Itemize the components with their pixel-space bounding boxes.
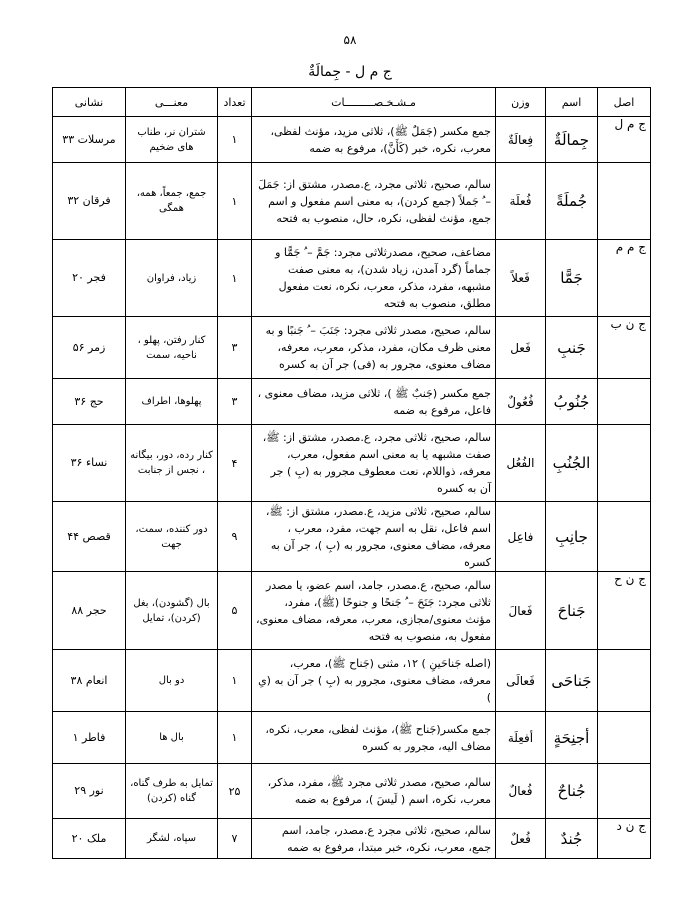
wazn-cell: أفعِلَة — [496, 712, 546, 764]
root-cell: ج م ل — [598, 117, 651, 163]
word-cell: أجنِحَةٍ — [546, 712, 598, 764]
table-row — [53, 317, 651, 379]
address-cell: قصص ۴۴ — [53, 502, 126, 572]
count-cell: ۳ — [218, 317, 252, 379]
meaning-cell: تمایل به طرف گناه، گناه (کردن) — [126, 764, 218, 819]
table-row — [53, 712, 651, 764]
address-cell: ملک ۲۰ — [53, 819, 126, 859]
count-cell: ۷ — [218, 819, 252, 859]
word-cell: الجُنُبِ — [546, 425, 598, 502]
meaning-cell: شتران نر، طناب های ضخیم — [126, 117, 218, 163]
wazn-cell: فَعالَی — [496, 650, 546, 712]
root-cell — [598, 425, 651, 502]
count-cell: ۲۵ — [218, 764, 252, 819]
count-cell: ۱ — [218, 163, 252, 240]
count-cell: ۳ — [218, 379, 252, 425]
spec-cell: سالم، صحیح، ثلاثی مجرد، ع.مصدر، مشتق از: ﷺ، صفت مشبهه یا به معنی اسم مفعول، معرب، معرفه، ذواللام، نعت معطوف مجرور به (بِ ) جر آن به کسره — [252, 425, 496, 502]
spec-cell: سالم، صحیح، مصدر ثلاثی مجرد ﷺ، مفرد، مذکر، معرب، نکره، اسم ( لَیسَ )، مرفوع به ضمه — [252, 764, 496, 819]
spec-cell: جمع مکسر (جَمَلٌ ﷺ)، ثلاثی مزید، مؤنث لفظی، معرب، نکره، خبر (كَأَنَّ)، مرفوع به ضمه — [252, 117, 496, 163]
word-cell: جُناحٌ — [546, 764, 598, 819]
wazn-cell: فاعِل — [496, 502, 546, 572]
root-cell — [598, 764, 651, 819]
count-cell: ۱ — [218, 240, 252, 317]
table-row — [53, 502, 651, 572]
count-cell: ۹ — [218, 502, 252, 572]
wazn-cell: فَعل — [496, 317, 546, 379]
header-meaning: معنـــی — [126, 88, 218, 117]
wazn-cell: فُعلٌ — [496, 819, 546, 859]
wazn-cell: فُعُولٌ — [496, 379, 546, 425]
table-row — [53, 240, 651, 317]
spec-cell: مضاعف، صحیح، مصدرثلاثی مجرد: جَمَّ – ُ جَمًّا و جماماً (گرد آمدن، زیاد شدن)، به معنی صفت مشبهه، مفرد، مذکر، معرب، نکره، نعت مفعول مطلق، منصوب به فتحه — [252, 240, 496, 317]
root-cell: ج ن ح — [598, 572, 651, 650]
meaning-cell: بال (گشودن)، بغل (کردن)، تمایل — [126, 572, 218, 650]
table-row — [53, 764, 651, 819]
count-cell: ۱ — [218, 650, 252, 712]
meaning-cell: بال ها — [126, 712, 218, 764]
address-cell: حجر ۸۸ — [53, 572, 126, 650]
spec-cell: سالم، صحیح، ع.مصدر، جامد، اسم عضو، یا مصدر ثلاثی مجرد: جَنَحَ – ُ جَنحًا و جنوحًا (ﷺ)، مفرد، مؤنث معنوی/مجازی، معرب، معرفه، مضاف معنوی، مفعول به، منصوب به فتحه — [252, 572, 496, 650]
root-cell: ج ن د — [598, 819, 651, 859]
page-title: ج م ل - جِمالَةٌ — [308, 64, 392, 80]
wazn-cell: الفُعُل — [496, 425, 546, 502]
word-cell: جُنُوبُ — [546, 379, 598, 425]
root-cell — [598, 379, 651, 425]
address-cell: انعام ۳۸ — [53, 650, 126, 712]
address-cell: فجر ۲۰ — [53, 240, 126, 317]
spec-cell: سالم، صحیح، ثلاثی مجرد، ع.مصدر، مشتق از: جَمَلَ – ُ جَملاً (جمع کردن)، به معنی اسم مفعول و اسم جمع، مؤنث لفظی، نکره، حال، منصوب به فتحه — [252, 163, 496, 240]
wazn-cell: فُعالٌ — [496, 764, 546, 819]
root-cell — [598, 502, 651, 572]
table-row — [53, 819, 651, 859]
table-row — [53, 117, 651, 163]
address-cell: فرقان ۳۲ — [53, 163, 126, 240]
header-root: اصل — [598, 88, 651, 117]
table-row — [53, 572, 651, 650]
table-row — [53, 163, 651, 240]
address-cell: فاطر ۱ — [53, 712, 126, 764]
address-cell: نور ۲۹ — [53, 764, 126, 819]
root-cell: ج م م — [598, 240, 651, 317]
count-cell: ۱ — [218, 117, 252, 163]
word-cell: جَنبِ — [546, 317, 598, 379]
word-cell: جُملَةً — [546, 163, 598, 240]
wazn-cell: فَعالَ — [496, 572, 546, 650]
page-number: ۵۸ — [343, 33, 357, 47]
meaning-cell: پهلوها، اطراف — [126, 379, 218, 425]
root-cell — [598, 163, 651, 240]
spec-cell: سالم، صحیح، ثلاثی مجرد ع.مصدر، جامد، اسم جمع، معرب، نکره، خبر مبتدا، مرفوع به ضمه — [252, 819, 496, 859]
count-cell: ۴ — [218, 425, 252, 502]
wazn-cell: فِعالَةٌ — [496, 117, 546, 163]
meaning-cell: دور کننده، سمت، جهت — [126, 502, 218, 572]
address-cell: حج ۳۶ — [53, 379, 126, 425]
meaning-cell: جمع، جمعاً، همه، همگی — [126, 163, 218, 240]
meaning-cell: سپاه، لشگر — [126, 819, 218, 859]
spec-cell: سالم، صحیح، ثلاثی مزید، ع.مصدر، مشتق از: ﷺ، اسم فاعل، نقل به اسم جهت، مفرد، معرب ، معرفه، مضاف معنوی، مجرور به (بِ )، جر آن به کسره — [252, 502, 496, 572]
dictionary-table — [52, 87, 651, 859]
meaning-cell: کنار رده، دور، بیگانه ، نجس از جنابت — [126, 425, 218, 502]
root-cell — [598, 650, 651, 712]
table-row — [53, 650, 651, 712]
header-spec: مـشـخـصـــــــــات — [252, 88, 496, 117]
header-word: اسم — [546, 88, 598, 117]
meaning-cell: کنار رفتن، پهلو ، ناحیه، سمت — [126, 317, 218, 379]
word-cell: جَناحَ — [546, 572, 598, 650]
spec-cell: جمع مکسر(جَناح ﷺ)، مؤنث لفظی، معرب، نکره، مضاف الیه، مجرور به کسره — [252, 712, 496, 764]
address-cell: زمر ۵۶ — [53, 317, 126, 379]
root-cell — [598, 712, 651, 764]
count-cell: ۵ — [218, 572, 252, 650]
spec-cell: سالم، صحیح، مصدر ثلاثی مجرد: جَنَبَ – ُ جَنبًا و به معنی ظرف مکان، مفرد، مذکر، معرب، معرفه، مضاف معنوی، مجرور به (فی) جر آن به کسره — [252, 317, 496, 379]
wazn-cell: فُعلَة — [496, 163, 546, 240]
word-cell: جِمالَةٌ — [546, 117, 598, 163]
word-cell: جُندٌ — [546, 819, 598, 859]
header-address: نشانی — [53, 88, 126, 117]
meaning-cell: زیاد، فراوان — [126, 240, 218, 317]
root-cell: ج ن ب — [598, 317, 651, 379]
table-row — [53, 379, 651, 425]
word-cell: جانِبِ — [546, 502, 598, 572]
table-row — [53, 425, 651, 502]
address-cell: نساء ۳۶ — [53, 425, 126, 502]
count-cell: ۱ — [218, 712, 252, 764]
spec-cell: جمع مکسر (جَنبٌ ﷺ )، ثلاثی مزید، مضاف معنوی ، فاعل، مرفوع به ضمه — [252, 379, 496, 425]
address-cell: مرسلات ۳۳ — [53, 117, 126, 163]
table-header-row — [53, 88, 651, 117]
header-count: تعداد — [218, 88, 252, 117]
meaning-cell: دو بال — [126, 650, 218, 712]
wazn-cell: فَعلاً — [496, 240, 546, 317]
header-wazn: وزن — [496, 88, 546, 117]
spec-cell: (اصله جَناحَینِ ) ۱۲، مثنی (جَناح ﷺ)، معرب، معرفه، مضاف معنوی، مجرور به (بِ ) جر آن به (یِ ) — [252, 650, 496, 712]
word-cell: جَمًّا — [546, 240, 598, 317]
word-cell: جَناحَی — [546, 650, 598, 712]
